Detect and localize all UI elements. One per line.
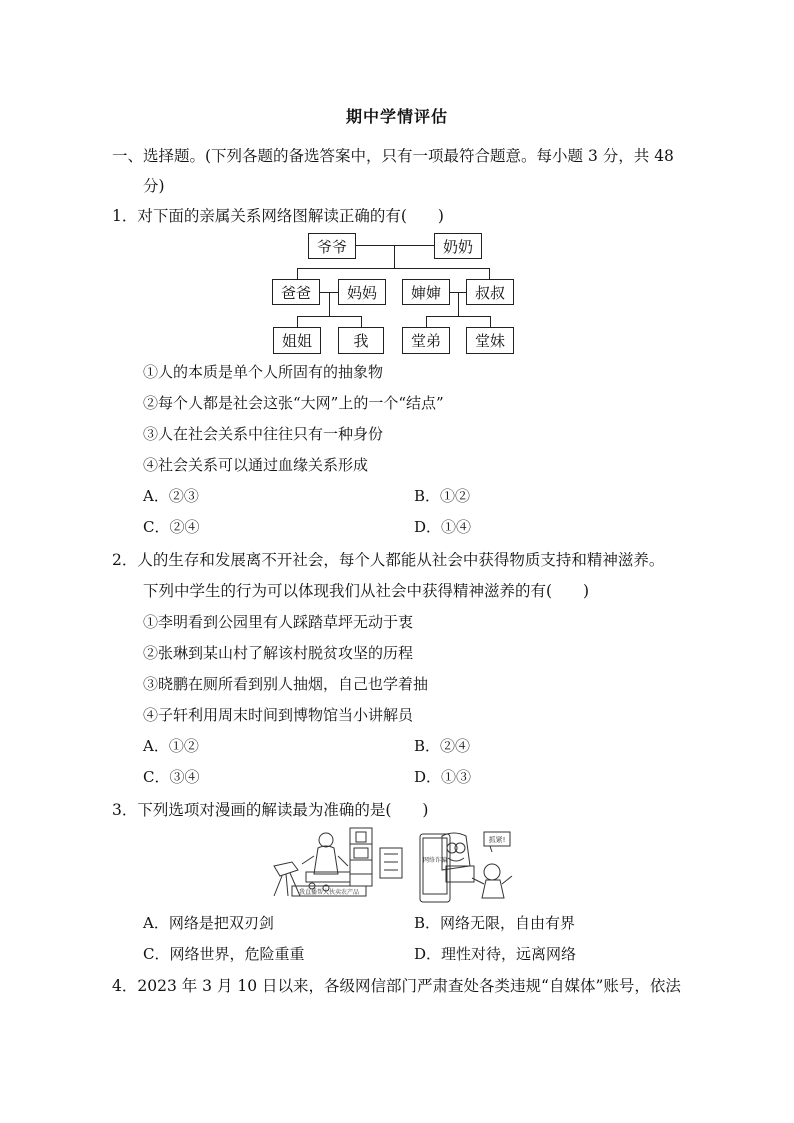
q2-statement: ②张琳到某山村了解该村脱贫攻坚的历程 bbox=[143, 644, 414, 662]
cartoon-sign: 网络诈骗 bbox=[422, 857, 448, 864]
q1-statement: ④社会关系可以通过血缘关系形成 bbox=[143, 456, 369, 474]
tree-link bbox=[361, 316, 362, 327]
tree-link bbox=[394, 246, 395, 269]
page-title: 期中学情评估 bbox=[345, 107, 448, 126]
section-heading-cont: 分) bbox=[143, 177, 165, 195]
tree-node-cousin-sister: 堂妹 bbox=[466, 327, 514, 354]
section-heading: 一、选择题。(下列各题的备选答案中，只有一项最符合题意。每小题 3 分，共 48 bbox=[112, 147, 674, 165]
tree-link bbox=[297, 268, 298, 279]
q1-statement: ③人在社会关系中往往只有一种身份 bbox=[143, 425, 384, 443]
q2-option-d[interactable]: D．①③ bbox=[414, 768, 472, 786]
tree-node-me: 我 bbox=[338, 327, 384, 354]
tree-link bbox=[297, 316, 298, 327]
q3-option-b[interactable]: B．网络无限，自由有界 bbox=[414, 914, 576, 932]
q2-option-a[interactable]: A．①② bbox=[143, 737, 199, 755]
q1-statement: ②每个人都是社会这张“大网”上的一个“结点” bbox=[143, 394, 444, 412]
tree-link bbox=[458, 292, 459, 316]
tree-link bbox=[329, 292, 330, 316]
q1-option-c[interactable]: C．②④ bbox=[143, 518, 200, 536]
tree-node-father: 爸爸 bbox=[272, 279, 320, 305]
q4-stem: 4．2023 年 3 月 10 日以来，各级网信部门严肃查处各类违规“自媒体”账号，依法 bbox=[112, 977, 681, 995]
tree-link bbox=[426, 316, 427, 327]
q2-option-b[interactable]: B．②④ bbox=[414, 737, 471, 755]
q1-statement: ①人的本质是单个人所固有的抽象物 bbox=[143, 363, 384, 381]
tree-node-sister: 姐姐 bbox=[273, 327, 321, 354]
q3-stem: 3．下列选项对漫画的解读最为准确的是( ) bbox=[112, 801, 429, 819]
q1-stem: 1．对下面的亲属关系网络图解读正确的有( ) bbox=[112, 207, 444, 225]
tree-link bbox=[297, 316, 362, 317]
q3-option-a[interactable]: A．网络是把双刃剑 bbox=[143, 914, 274, 932]
q3-option-d[interactable]: D．理性对待，远离网络 bbox=[414, 945, 577, 963]
cartoon-online-fraud bbox=[412, 826, 522, 906]
tree-node-cousin-brother: 堂弟 bbox=[402, 327, 450, 354]
q1-option-b[interactable]: B．①② bbox=[414, 487, 471, 505]
q2-option-c[interactable]: C．③④ bbox=[143, 768, 200, 786]
tree-link bbox=[297, 268, 489, 269]
q1-option-a[interactable]: A．②③ bbox=[143, 487, 199, 505]
tree-node-aunt: 婶婶 bbox=[402, 279, 450, 305]
q1-option-d[interactable]: D．①④ bbox=[414, 518, 472, 536]
tree-node-grandma: 奶奶 bbox=[434, 233, 482, 259]
cartoon-livestream-farmer bbox=[268, 826, 408, 904]
cartoon-shout: 抓紧! bbox=[488, 836, 506, 844]
tree-node-uncle: 叔叔 bbox=[466, 279, 514, 305]
q2-statement: ③晓鹏在厕所看到别人抽烟，自己也学着抽 bbox=[143, 675, 429, 693]
cartoon-caption: 我直播帮大伙卖农产品 bbox=[298, 889, 360, 896]
q3-option-c[interactable]: C．网络世界，危险重重 bbox=[143, 945, 305, 963]
q2-statement: ①李明看到公园里有人踩踏草坪无动于衷 bbox=[143, 613, 414, 631]
tree-node-grandpa: 爷爷 bbox=[308, 233, 356, 259]
q2-stem-cont: 下列中学生的行为可以体现我们从社会中获得精神滋养的有( ) bbox=[143, 582, 590, 600]
tree-node-mother: 妈妈 bbox=[338, 279, 386, 305]
q2-statement: ④子轩利用周末时间到博物馆当小讲解员 bbox=[143, 706, 414, 724]
tree-link bbox=[426, 316, 491, 317]
tree-link bbox=[489, 268, 490, 279]
tree-link bbox=[490, 316, 491, 327]
q2-stem: 2．人的生存和发展离不开社会，每个人都能从社会中获得物质支持和精神滋养。 bbox=[112, 551, 665, 569]
